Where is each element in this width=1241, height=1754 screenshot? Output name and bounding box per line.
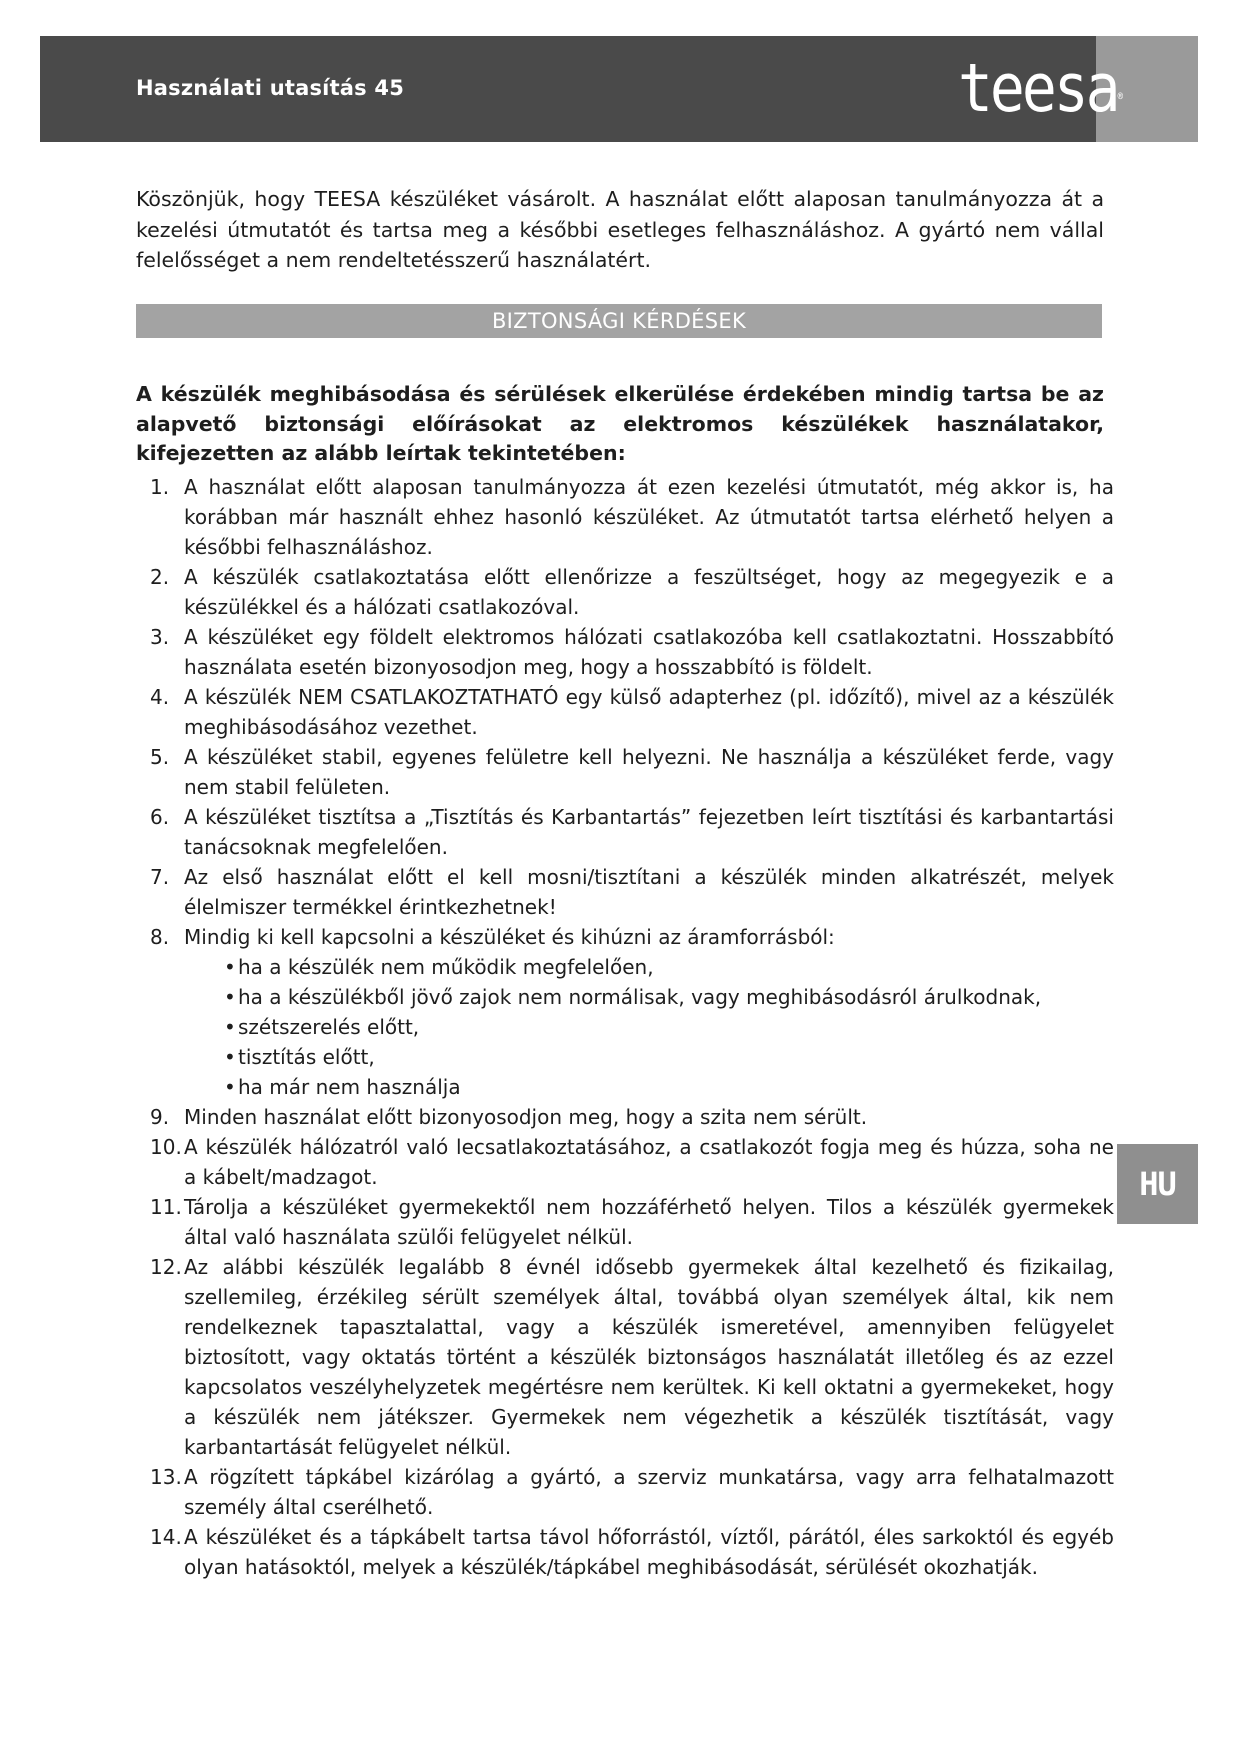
unplug-conditions-list (184, 952, 1114, 1102)
sub-list-item (184, 1042, 1114, 1072)
intro-paragraph: Köszönjük, hogy TEESA készüléket vásárolt. A használat előtt alaposan tanulmányozza át a kezelési útmutatót és tartsa meg a későbbi esetleges felhasználáshoz. A gyártó nem vállal felelősséget a nem rendeltetésszerű használatért. (136, 187, 1104, 272)
list-item (150, 562, 1114, 622)
sub-list-item (184, 1012, 1114, 1042)
list-item (150, 802, 1114, 862)
bullet: • (224, 1045, 236, 1069)
item-text: A rögzített tápkábel kizárólag a gyártó, a szerviz munkatársa, vagy arra felhatalmazott személy által cserélhető. (184, 1465, 1114, 1519)
item-number: 6. (150, 805, 170, 829)
list-item (150, 1132, 1114, 1192)
language-tab: HU (1117, 1144, 1198, 1224)
list-item (150, 742, 1114, 802)
item-text: A készüléket stabil, egyenes felületre kell helyezni. Ne használja a készüléket ferde, vagy nem stabil felületen. (184, 745, 1114, 799)
list-item (150, 1252, 1114, 1462)
list-item (150, 682, 1114, 742)
sub-item-text: tisztítás előtt, (238, 1045, 375, 1069)
list-item (150, 1462, 1114, 1522)
item-text: A készülék csatlakoztatása előtt ellenőrizze a feszültséget, hogy az megegyezik e a készülékkel és a hálózati csatlakozóval. (184, 565, 1114, 619)
item-text: Az alábbi készülék legalább 8 évnél idősebb gyermekek által kezelhető és fizikailag, szellemileg, érzékileg sérült személyek által, továbbá olyan személyek által, kik nem rendelkeznek tapasztalattal, vagy a készülék ismeretével, amennyiben felügyelet biztosított, vagy oktatás történt a készülék biztonságos használatát illetőleg és az ezzel kapcsolatos veszélyhelyzetek megértésre nem kerültek. Ki kell oktatni a gyermekeket, hogy a készülék nem játékszer. Gyermekek nem végezhetik a készülék tisztítását, vagy karbantartását felügyelet nélkül. (184, 1255, 1114, 1459)
item-number: 5. (150, 745, 170, 769)
item-number: 11. (150, 1195, 182, 1219)
sub-list-item (184, 982, 1114, 1012)
item-number: 3. (150, 625, 170, 649)
item-text: Az első használat előtt el kell mosni/tisztítani a készülék minden alkatrészét, melyek élelmiszer termékkel érintkezhetnek! (184, 865, 1114, 919)
bullet: • (224, 955, 236, 979)
item-text: Tárolja a készüléket gyermekektől nem hozzáférhető helyen. Tilos a készülék gyermekek által való használata szülői felügyelet nélkül. (184, 1195, 1114, 1249)
list-item (150, 862, 1114, 922)
section-title: BIZTONSÁGI KÉRDÉSEK (136, 304, 1102, 338)
item-text: Minden használat előtt bizonyosodjon meg, hogy a szita nem sérült. (184, 1105, 868, 1129)
item-text: A készülék NEM CSATLAKOZTATHATÓ egy külső adapterhez (pl. időzítő), mivel az a készülék meghibásodásához vezethet. (184, 685, 1114, 739)
list-item (150, 472, 1114, 562)
lead-paragraph: A készülék meghibásodása és sérülések elkerülése érdekében mindig tartsa be az alapvető biztonsági előírásokat az elektromos készülékek használatakor, kifejezetten az alább leírtak tekintetében: (136, 382, 1104, 465)
bullet: • (224, 1015, 236, 1039)
sub-item-text: ha a készülék nem működik megfelelően, (238, 955, 654, 979)
item-text: A készüléket egy földelt elektromos hálózati csatlakozóba kell csatlakoztatni. Hosszabbító használata esetén bizonyosodjon meg, hogy a hosszabbító is földelt. (184, 625, 1114, 679)
item-text: Mindig ki kell kapcsolni a készüléket és kihúzni az áramforrásból: (184, 925, 835, 949)
list-item (150, 1522, 1114, 1582)
sub-list-item (184, 952, 1114, 982)
sub-list-item (184, 1072, 1114, 1102)
registered-mark: ® (1117, 91, 1124, 103)
sub-item-text: ha már nem használja (238, 1075, 461, 1099)
item-text: A készüléket és a tápkábelt tartsa távol hőforrástól, víztől, párától, éles sarkoktól és egyéb olyan hatásoktól, melyek a készülék/tápkábel meghibásodását, sérülését okozhatják. (184, 1525, 1114, 1579)
item-number: 4. (150, 685, 170, 709)
item-text: A készülék hálózatról való lecsatlakoztatásához, a csatlakozót fogja meg és húzza, soha ne a kábelt/madzagot. (184, 1135, 1114, 1189)
logo-text: teesa (958, 48, 1118, 128)
item-number: 8. (150, 925, 170, 949)
item-number: 2. (150, 565, 170, 589)
sub-item-text: ha a készülékből jövő zajok nem normálisak, vagy meghibásodásról árulkodnak, (238, 985, 1042, 1009)
item-number: 12. (150, 1255, 182, 1279)
teesa-logo (958, 42, 1123, 134)
list-item (150, 622, 1114, 682)
item-number: 1. (150, 475, 170, 499)
list-item (150, 1192, 1114, 1252)
item-number: 7. (150, 865, 170, 889)
safety-list (150, 472, 1114, 1582)
item-number: 10. (150, 1135, 182, 1159)
item-number: 13. (150, 1465, 182, 1489)
bullet: • (224, 985, 236, 1009)
item-number: 9. (150, 1105, 170, 1129)
item-text: A készüléket tisztítsa a „Tisztítás és Karbantartás” fejezetben leírt tisztítási és karbantartási tanácsoknak megfelelően. (184, 805, 1114, 859)
list-item (150, 922, 1114, 1102)
item-number: 14. (150, 1525, 182, 1549)
list-item (150, 1102, 1114, 1132)
header-title: Használati utasítás 45 (136, 76, 405, 100)
item-text: A használat előtt alaposan tanulmányozza át ezen kezelési útmutatót, még akkor is, ha korábban már használt ehhez hasonló készüléket. Az útmutatót tartsa elérhető helyen a későbbi felhasználáshoz. (184, 475, 1114, 559)
sub-item-text: szétszerelés előtt, (238, 1015, 420, 1039)
bullet: • (224, 1075, 236, 1099)
